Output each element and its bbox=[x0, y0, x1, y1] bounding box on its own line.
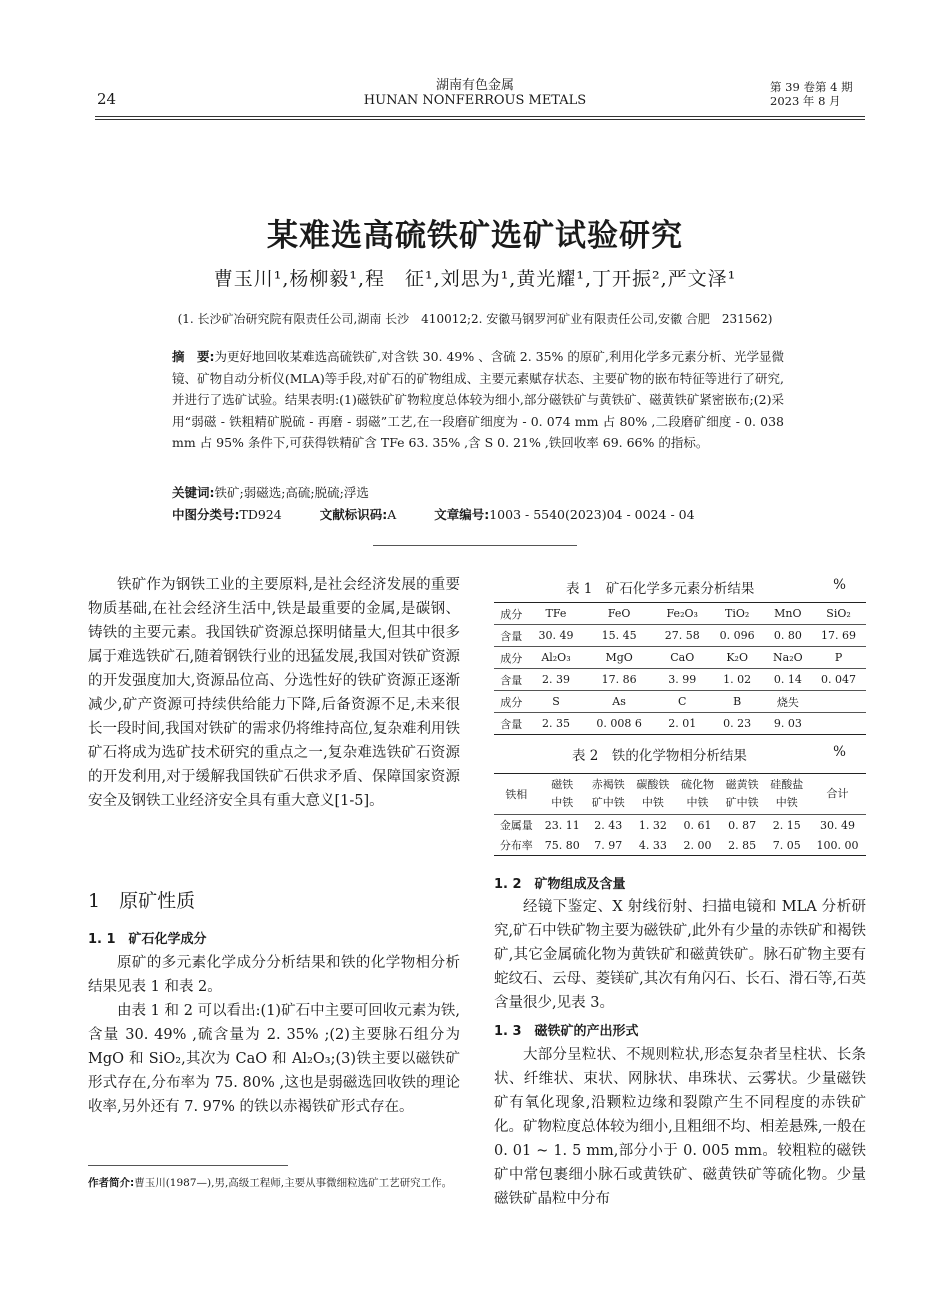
article-id: 1003 - 5540(2023)04 - 0024 - 04 bbox=[489, 507, 695, 522]
table-2-unit: % bbox=[833, 744, 846, 760]
issue-info bbox=[770, 80, 853, 108]
table-cell: 9. 03 bbox=[765, 713, 811, 735]
table-2-caption: 表 2 铁的化学物相分析结果 bbox=[572, 748, 747, 764]
keywords-text: 铁矿;弱磁选;高硫;脱硫;浮选 bbox=[214, 485, 369, 500]
table-cell: 3. 99 bbox=[655, 669, 710, 691]
table-cell: 17. 69 bbox=[811, 625, 866, 647]
table-cell: 2. 35 bbox=[529, 713, 584, 735]
table-cell: 0. 14 bbox=[765, 669, 811, 691]
table-cell: 30. 49 bbox=[820, 818, 856, 832]
table-cell: 0. 80 bbox=[765, 625, 811, 647]
subsection-heading-1-3: 1. 3 磁铁矿的产出形式 bbox=[494, 1024, 639, 1039]
abstract-label: 摘 要: bbox=[172, 349, 215, 364]
table-row bbox=[494, 815, 866, 836]
table-header-cell bbox=[809, 774, 866, 815]
header-line: 碳酸铁 bbox=[636, 778, 670, 791]
table-cell: 1. 32 bbox=[638, 818, 667, 832]
table-cell: 成分 bbox=[494, 603, 529, 625]
paragraph-1-3: 大部分呈粒状、不规则粒状,形态复杂者呈柱状、长条状、纤维状、束状、网脉状、串珠状、云雾状。少量磁铁矿有氧化现象,沿颗粒边缘和裂隙产生不同程度的赤铁矿化。矿物粒度总体较为细小,且粗细不均、相差悬殊,一般在 0. 01 ~ 1. 5 mm,部分小于 0. 005 mm。较粗粒的磁铁矿中常包裹细小脉石或黄铁矿、磁黄铁矿等硫化物。少量磁铁矿晶粒中分布 bbox=[494, 1047, 866, 1207]
article-title: 某难选高硫铁矿选矿试验研究 bbox=[267, 218, 683, 254]
abstract-text: 为更好地回收某难选高硫铁矿,对含铁 30. 49% 、含硫 2. 35% 的原矿,利用化学多元素分析、光学显微镜、矿物自动分析仪(MLA)等手段,对矿石的矿物组成、主要元素赋存状态、主要矿物的嵌布特征等进行了研究,并进行了选矿试验。结果表明:(1)磁铁矿矿物粒度总体较为细小,部分磁铁矿与黄铁矿、磁黄铁矿紧密嵌布;(2)采用“弱磁 - 铁粗精矿脱硫 - 再磨 - 弱磁”工艺,在一段磨矿细度为 - 0. 074 mm 占 80% ,二段磨矿细度 - 0. 038 mm 占 95% 条件下,可获得铁精矿含 TFe 63. 35% ,含 S 0. 21% ,铁回收率 69. 66% 的指标。 bbox=[172, 349, 784, 450]
abstract-divider bbox=[373, 545, 577, 546]
table-cell: 7. 05 bbox=[764, 835, 809, 856]
abstract bbox=[172, 346, 784, 454]
table-cell: 7. 97 bbox=[586, 835, 631, 856]
table-row bbox=[494, 835, 866, 856]
header-line: 磁黄铁 bbox=[725, 778, 759, 791]
table-cell: MgO bbox=[583, 647, 654, 669]
table-cell: 成分 bbox=[494, 691, 529, 713]
section-1-1-body bbox=[88, 951, 460, 1119]
table-cell: 15. 45 bbox=[583, 625, 654, 647]
intro-text: 铁矿作为钢铁工业的主要原料,是社会经济发展的重要物质基础,在社会经济生活中,铁是最重要的金属,是碳钢、铸铁的主要元素。我国铁矿资源总探明储量大,但其中很多属于难选铁矿石,随着钢铁行业的迅猛发展,我国对铁矿资源的开发强度加大,资源品位高、分选性好的铁矿资源正逐渐减少,矿产资源可持续供给能力下降,后备资源不足,未来很长一段时间,我国对铁矿的需求仍将维持高位,复杂难利用铁矿石将成为选矿技术研究的重点之一,复杂难选铁矿石资源的开发利用,对于缓解我国铁矿石供求矛盾、保障国家资源安全及钢铁工业经济安全具有重大意义[1-5]。 bbox=[88, 577, 460, 809]
table-row bbox=[494, 669, 866, 691]
table-cell: TFe bbox=[529, 603, 584, 625]
clc-label: 中图分类号: bbox=[172, 507, 240, 522]
classification-line bbox=[172, 505, 729, 523]
table-cell: 27. 58 bbox=[655, 625, 710, 647]
table-header-cell bbox=[720, 774, 765, 815]
table-cell: 17. 86 bbox=[583, 669, 654, 691]
table-cell: 2. 15 bbox=[772, 818, 801, 832]
page-number: 24 bbox=[97, 90, 117, 108]
table-cell: P bbox=[811, 647, 866, 669]
author-list: 曹玉川¹,杨柳毅¹,程 征¹,刘思为¹,黄光耀¹,丁开振²,严文泽¹ bbox=[213, 268, 737, 290]
journal-header bbox=[330, 78, 620, 108]
table-cell: FeO bbox=[583, 603, 654, 625]
keywords bbox=[172, 483, 369, 501]
header-line: 磁铁 bbox=[551, 778, 574, 791]
table-cell: 0. 096 bbox=[710, 625, 765, 647]
header-line: 矿中铁 bbox=[725, 796, 759, 809]
table-cell: TiO₂ bbox=[710, 603, 765, 625]
table-cell: 含量 bbox=[494, 669, 529, 691]
journal-name-en: HUNAN NONFERROUS METALS bbox=[363, 93, 587, 108]
table-cell: MnO bbox=[765, 603, 811, 625]
affiliations: (1. 长沙矿冶研究院有限责任公司,湖南 长沙 410012;2. 安徽马钢罗河矿业有限责任公司,安徽 合肥 231562) bbox=[177, 312, 773, 326]
table-row bbox=[494, 625, 866, 647]
footnote-rule bbox=[88, 1165, 288, 1166]
clc-code: TD924 bbox=[239, 507, 282, 522]
table-1-unit: % bbox=[833, 577, 846, 593]
table-1-caption: 表 1 矿石化学多元素分析结果 bbox=[566, 581, 755, 597]
doc-code: A bbox=[387, 507, 397, 522]
table-cell: 0. 61 bbox=[683, 818, 712, 832]
table-cell: 2. 01 bbox=[655, 713, 710, 735]
table-2 bbox=[494, 773, 866, 856]
section-heading-1: 1 原矿性质 bbox=[88, 890, 196, 912]
table-row bbox=[494, 647, 866, 669]
header-line: 中铁 bbox=[686, 796, 709, 809]
header-line: 硅酸盐 bbox=[770, 778, 804, 791]
header-line: 矿中铁 bbox=[591, 796, 625, 809]
author-footnote bbox=[88, 1175, 460, 1192]
intro-paragraph bbox=[88, 573, 460, 813]
doc-code-label: 文献标识码: bbox=[319, 507, 388, 522]
table-cell: S bbox=[529, 691, 584, 713]
table-header-cell bbox=[764, 774, 809, 815]
table-header-cell bbox=[586, 774, 631, 815]
header-line: 中铁 bbox=[775, 796, 798, 809]
table-cell: 2. 85 bbox=[720, 835, 765, 856]
table-header-row bbox=[494, 774, 866, 815]
article-id-label: 文章编号: bbox=[434, 507, 490, 522]
header-line: 赤褐铁 bbox=[591, 778, 625, 791]
table-cell: 金属量 bbox=[499, 819, 533, 832]
header-line: 合计 bbox=[826, 787, 849, 800]
table-header-cell: 铁相 bbox=[494, 774, 539, 815]
table-cell: 0. 047 bbox=[811, 669, 866, 691]
table-cell: K₂O bbox=[710, 647, 765, 669]
table-cell: Fe₂O₃ bbox=[655, 603, 710, 625]
table-cell: B bbox=[710, 691, 765, 713]
table-cell: 2. 00 bbox=[675, 835, 720, 856]
table-cell: SiO₂ bbox=[811, 603, 866, 625]
header-line: 中铁 bbox=[551, 796, 574, 809]
subsection-heading-1-2: 1. 2 矿物组成及含量 bbox=[494, 877, 626, 892]
paragraph-1-1-a: 原矿的多元素化学成分分析结果和铁的化学物相分析结果见表 1 和表 2。 bbox=[88, 955, 460, 995]
table-cell: 0. 87 bbox=[728, 818, 757, 832]
volume-issue: 第 39 卷第 4 期 bbox=[770, 80, 853, 94]
table-cell: 成分 bbox=[494, 647, 529, 669]
table-cell: 含量 bbox=[494, 713, 529, 735]
table-cell: Al₂O₃ bbox=[529, 647, 584, 669]
header-rule-thin bbox=[95, 119, 865, 120]
paragraph-1-1-b: 由表 1 和 2 可以看出:(1)矿石中主要可回收元素为铁,含量 30. 49% ,硫含量为 2. 35% ;(2)主要脉石组分为 MgO 和 SiO₂,其次为 CaO 和 Al₂O₃;(3)铁主要以磁铁矿形式存在,分布率为 75. 80% ,这也是弱磁选回收铁的理论收率,另外还有 7. 97% 的铁以赤褐铁矿形式存在。 bbox=[88, 1003, 460, 1115]
table-row bbox=[494, 603, 866, 625]
table-cell: 30. 49 bbox=[529, 625, 584, 647]
table-cell: 75. 80 bbox=[539, 835, 586, 856]
keywords-label: 关键词: bbox=[172, 485, 215, 500]
table-header-cell bbox=[675, 774, 720, 815]
table-cell: C bbox=[655, 691, 710, 713]
table-cell bbox=[811, 713, 866, 735]
section-1-3-body bbox=[494, 1043, 866, 1211]
footnote-text: 曹玉川(1987—),男,高级工程师,主要从事微细粒选矿工艺研究工作。 bbox=[134, 1177, 453, 1189]
table-cell: Na₂O bbox=[765, 647, 811, 669]
table-cell: 烧失 bbox=[765, 691, 811, 713]
table-1 bbox=[494, 602, 866, 735]
section-1-2-body bbox=[494, 895, 866, 1015]
table-cell: 0. 23 bbox=[710, 713, 765, 735]
table-cell: 0. 008 6 bbox=[583, 713, 654, 735]
table-row bbox=[494, 713, 866, 735]
table-cell: 4. 33 bbox=[631, 835, 676, 856]
header-line: 中铁 bbox=[641, 796, 664, 809]
table-cell: 23. 11 bbox=[544, 818, 580, 832]
issue-date: 2023 年 8 月 bbox=[770, 94, 841, 108]
table-cell: 1. 02 bbox=[710, 669, 765, 691]
footnote-label: 作者简介: bbox=[88, 1177, 135, 1189]
table-cell: 含量 bbox=[494, 625, 529, 647]
header-rule bbox=[95, 116, 865, 117]
table-row bbox=[494, 691, 866, 713]
table-cell: 2. 43 bbox=[594, 818, 623, 832]
header-line: 硫化物 bbox=[681, 778, 715, 791]
table-cell: As bbox=[583, 691, 654, 713]
paragraph-1-2: 经镜下鉴定、X 射线衍射、扫描电镜和 MLA 分析研究,矿石中铁矿物主要为磁铁矿,此外有少量的赤铁矿和褐铁矿,其它金属硫化物为黄铁矿和磁黄铁矿。脉石矿物主要有蛇纹石、云母、菱镁矿,其次有角闪石、长石、滑石等,石英含量很少,见表 3。 bbox=[494, 899, 866, 1011]
table-cell: 100. 00 bbox=[809, 835, 866, 856]
table-header-cell bbox=[539, 774, 586, 815]
table-cell bbox=[811, 691, 866, 713]
subsection-heading-1-1: 1. 1 矿石化学成分 bbox=[88, 932, 207, 947]
table-cell: 2. 39 bbox=[529, 669, 584, 691]
journal-name-cn: 湖南有色金属 bbox=[435, 78, 514, 93]
table-cell: CaO bbox=[655, 647, 710, 669]
table-header-cell bbox=[631, 774, 676, 815]
table-cell: 分布率 bbox=[494, 835, 539, 856]
